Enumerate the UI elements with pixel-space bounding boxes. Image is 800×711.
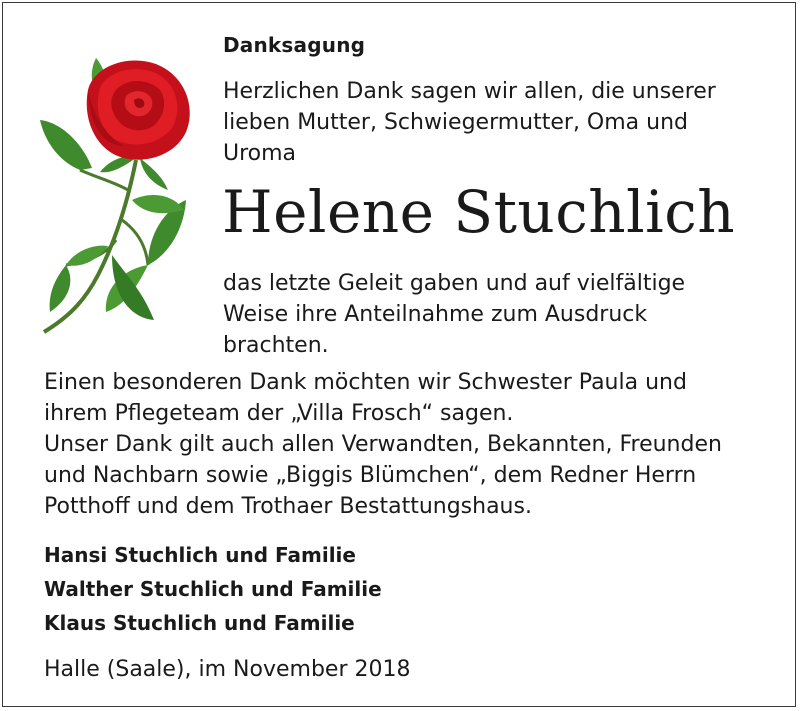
- signature-line: Klaus Stuchlich und Familie: [44, 611, 355, 635]
- notice-heading: Danksagung: [223, 33, 366, 57]
- special-thanks-paragraph: [44, 367, 774, 522]
- thanks-line: Potthoff und dem Trothaer Bestattungshaus.: [44, 494, 532, 519]
- intro-line: Herzlichen Dank sagen wir allen, die unserer: [223, 79, 716, 104]
- thanks-line: und Nachbarn sowie „Biggis Blümchen“, dem Redner Herrn: [44, 463, 697, 488]
- gratitude-line: brachten.: [223, 333, 329, 358]
- intro-line: Uroma: [223, 141, 297, 166]
- intro-paragraph: [223, 76, 783, 169]
- gratitude-paragraph: [223, 268, 743, 361]
- signatures: [44, 538, 382, 640]
- red-rose-icon: [36, 50, 196, 340]
- signature-line: Walther Stuchlich und Familie: [44, 577, 382, 601]
- signature-line: Hansi Stuchlich und Familie: [44, 543, 356, 567]
- place-date: Halle (Saale), im November 2018: [44, 657, 411, 682]
- gratitude-line: Weise ihre Anteilnahme zum Ausdruck: [223, 302, 648, 327]
- gratitude-line: das letzte Geleit gaben und auf vielfältige: [223, 271, 686, 296]
- thanks-line: Unser Dank gilt auch allen Verwandten, Bekannten, Freunden: [44, 432, 722, 457]
- thanks-line: Einen besonderen Dank möchten wir Schwester Paula und: [44, 370, 687, 395]
- deceased-name: Helene Stuchlich: [222, 178, 736, 246]
- intro-line: lieben Mutter, Schwiegermutter, Oma und: [223, 110, 689, 135]
- thanks-line: ihrem Pflegeteam der „Villa Frosch“ sagen.: [44, 401, 514, 426]
